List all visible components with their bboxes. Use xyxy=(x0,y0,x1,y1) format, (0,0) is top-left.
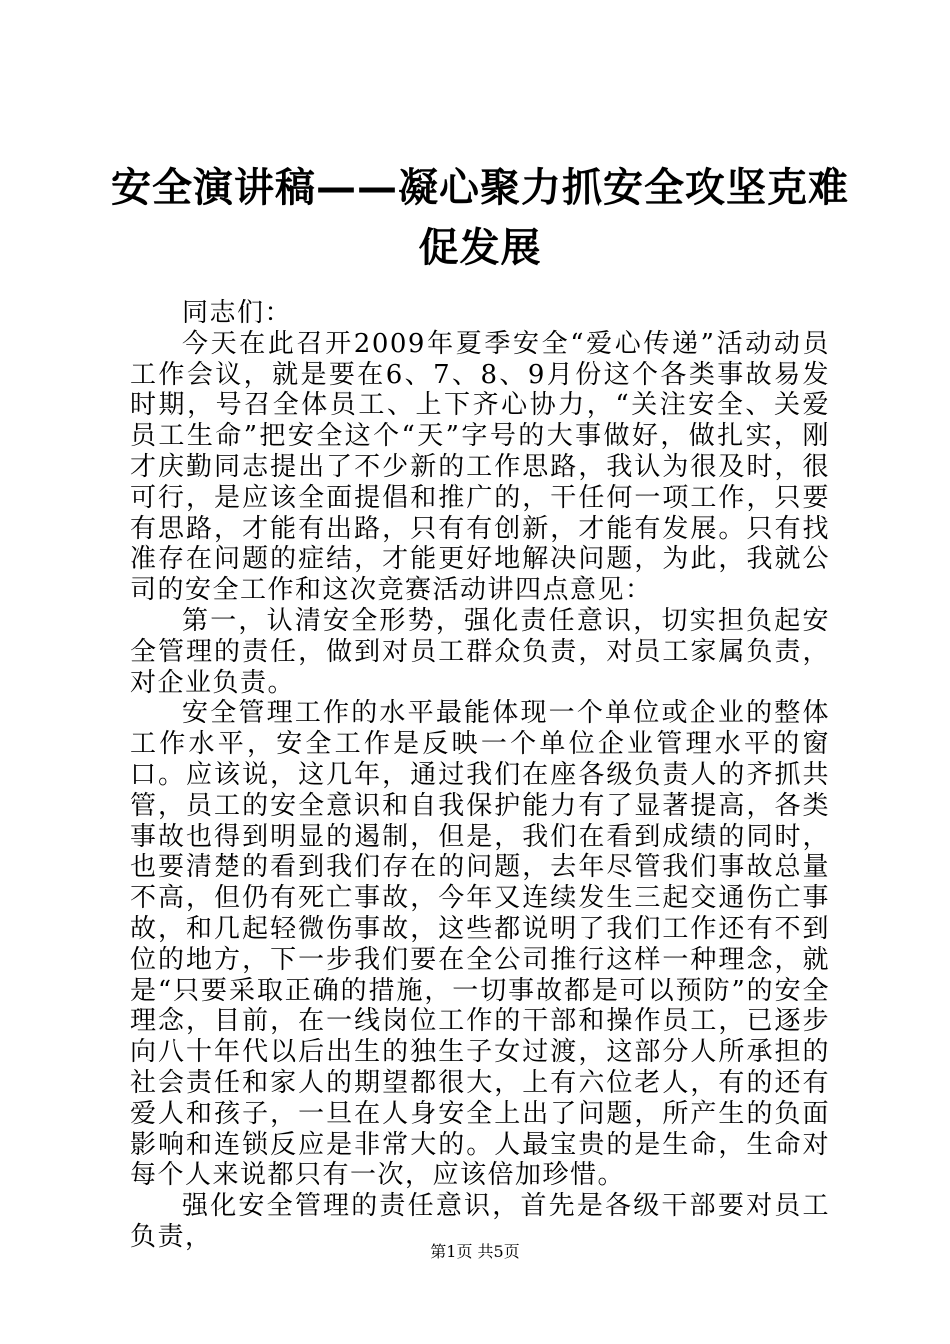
page-number-footer: 第1页 共5页 xyxy=(430,1242,520,1261)
salutation: 同志们： xyxy=(182,298,293,328)
document-title: 安全演讲稿——凝心聚力抓安全攻坚克难促发展 xyxy=(111,165,849,271)
paragraph-point-one: 第一，认清安全形势，强化责任意识，切实担负起安全管理的责任，做到对员工群众负责，对员工家属负责，对企业负责。 xyxy=(130,605,830,698)
paragraph-intro: 今天在此召开2009年夏季安全“爱心传递”活动动员工作会议，就是要在6、7、8、9月份这个各类事故易发时期，号召全体员工、上下齐心协力，“关注安全、关爱员工生命”把安全这个“天”字号的大事做好，做扎实，刚才庆勤同志提出了不少新的工作思路，我认为很及时，很可行，是应该全面提倡和推广的，干任何一项工作，只要有思路，才能有出路，只有有创新，才能有发展。只有找准存在问题的症结，才能更好地解决问题，为此，我就公司的安全工作和这次竞赛活动讲四点意见： xyxy=(130,328,830,606)
paragraph-safety-management: 安全管理工作的水平最能体现一个单位或企业的整体工作水平，安全工作是反映一个单位企业管理水平的窗口。应该说，这几年，通过我们在座各级负责人的齐抓共管，员工的安全意识和自我保护能力有了显著提高，各类事故也得到明显的遏制，但是，我们在看到成绩的同时，也要清楚的看到我们存在的问题，去年尽管我们事故总量不高，但仍有死亡事故，今年又连续发生三起交通伤亡事故，和几起轻微伤事故，这些都说明了我们工作还有不到位的地方，下一步我们要在全公司推行这样一种理念，就是“只要采取正确的措施，一切事故都是可以预防”的安全理念，目前，在一线岗位工作的干部和操作员工，已逐步向八十年代以后出生的独生子女过渡，这部分人所承担的社会责任和家人的期望都很大，上有六位老人，有的还有爱人和孩子，一旦在人身安全上出了问题，所产生的负面影响和连锁反应是非常大的。人最宝贵的是生命，生命对每个人来说都只有一次，应该倍加珍惜。 xyxy=(130,698,830,1191)
paragraph-responsibility: 强化安全管理的责任意识，首先是各级干部要对员工负责， xyxy=(130,1191,830,1252)
document-body xyxy=(130,298,830,1253)
